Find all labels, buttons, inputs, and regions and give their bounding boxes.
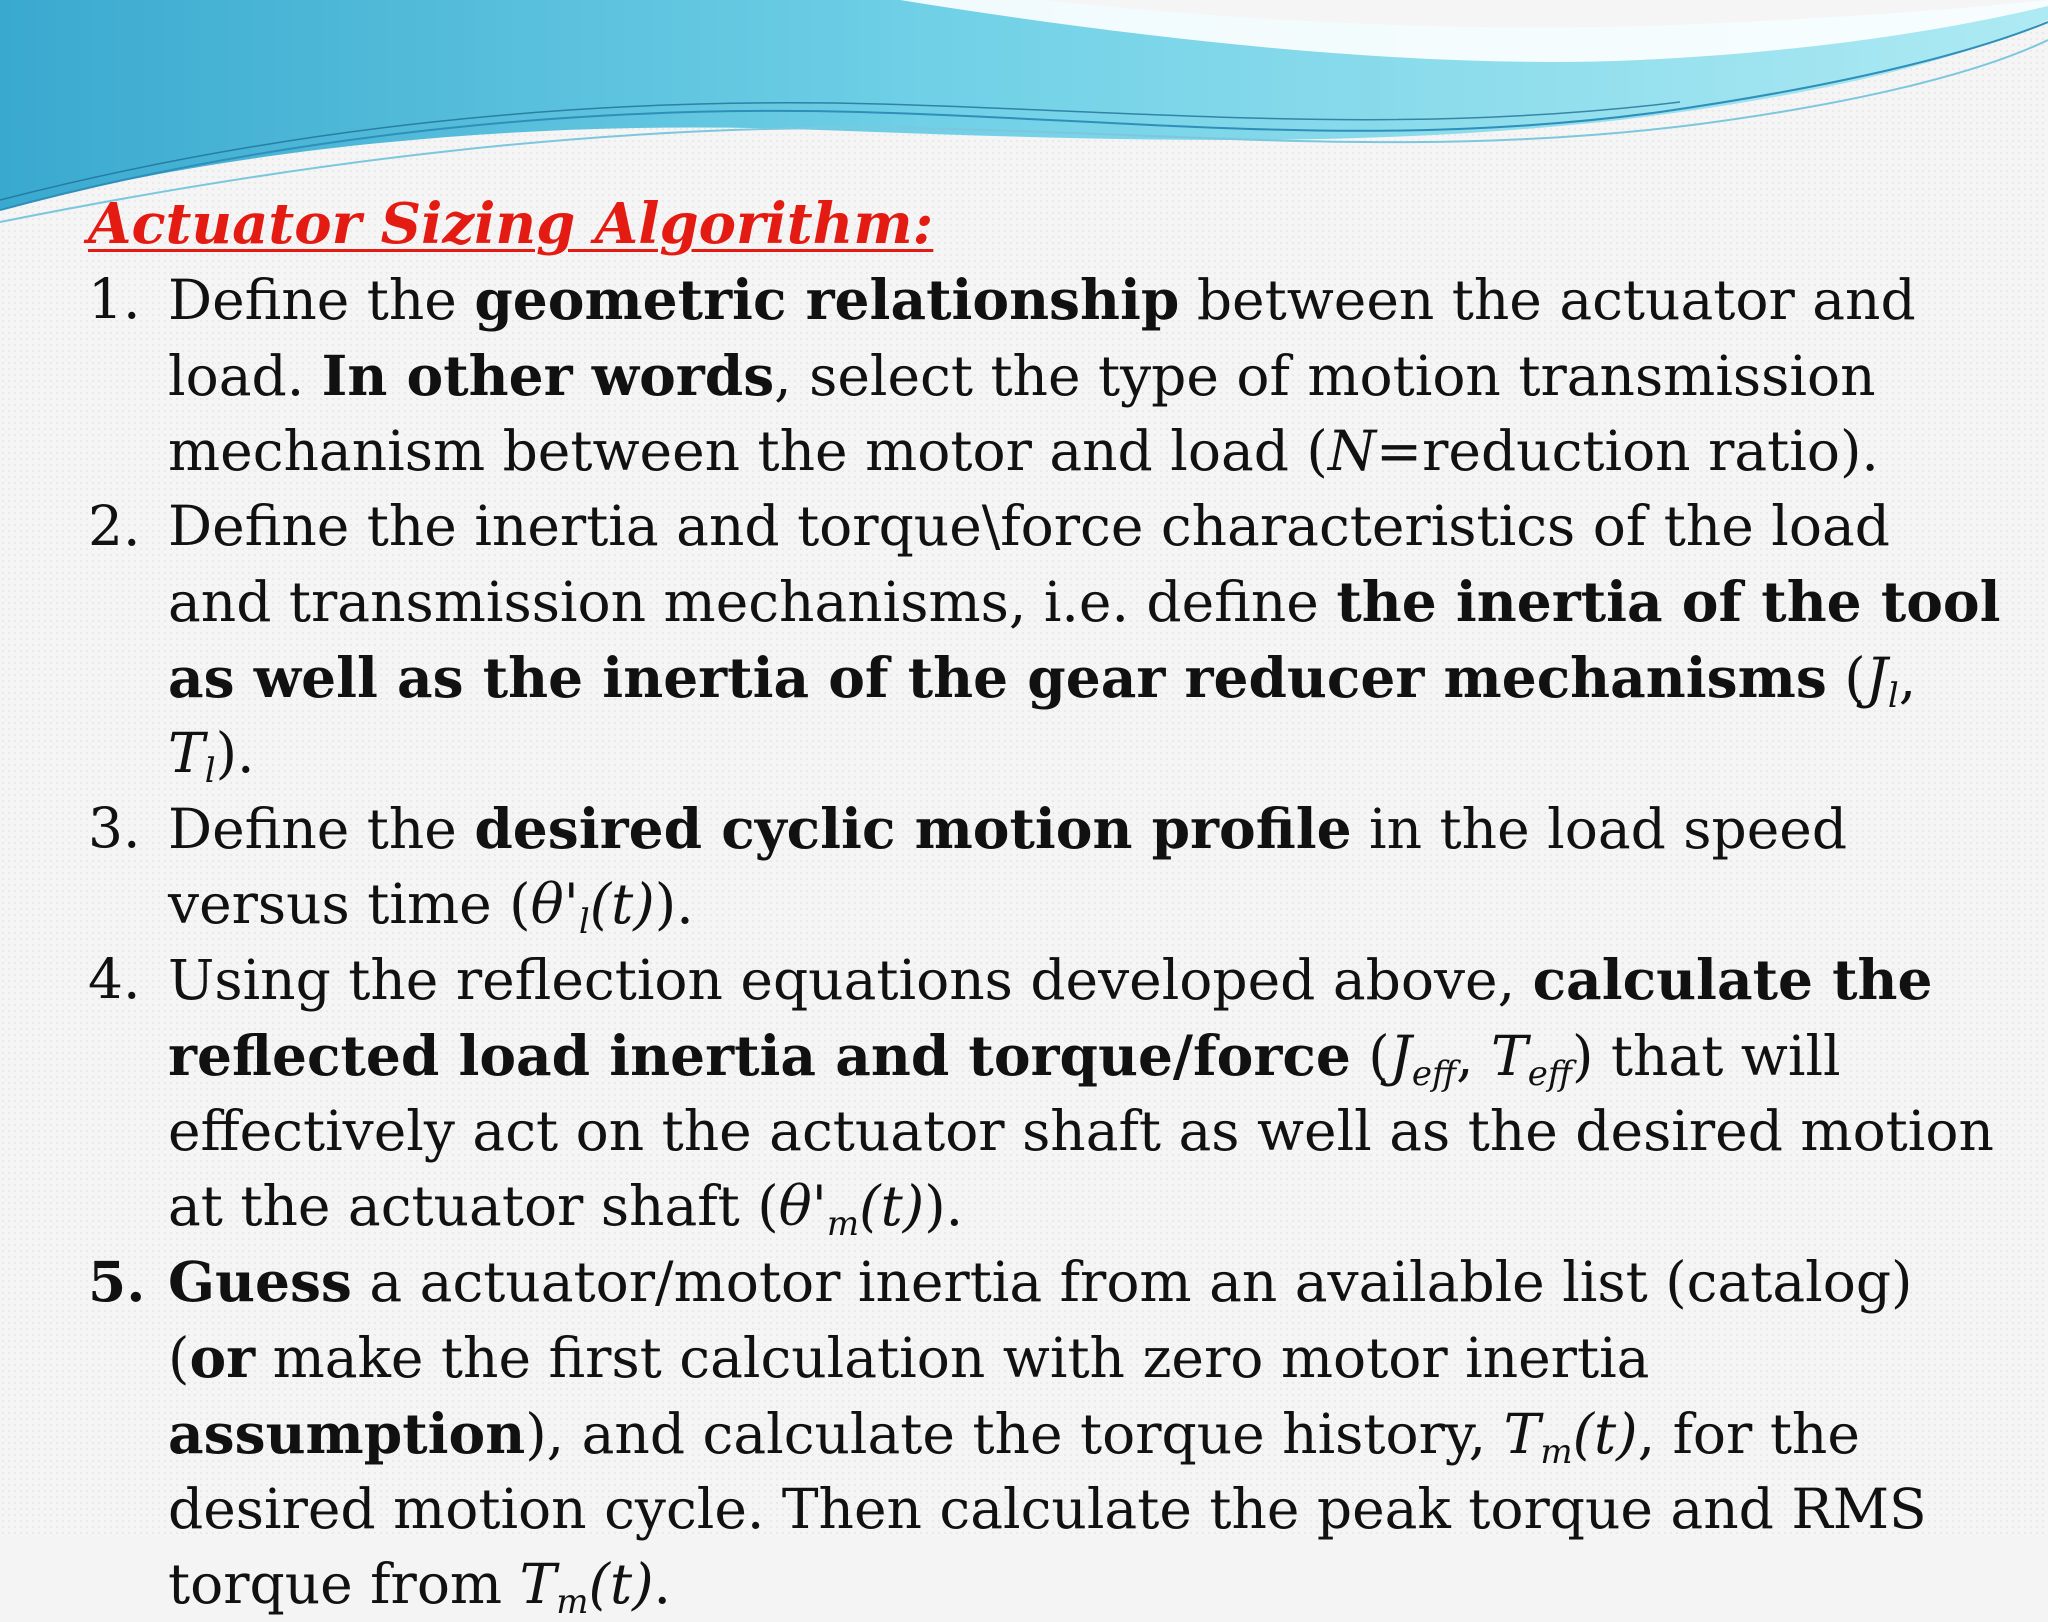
step-text: Using the reflection equations developed above, <box>168 948 1533 1012</box>
step-italic-symbol: T <box>1491 1024 1528 1088</box>
step-bold-text: calculate the reflected load inertia and torque/force <box>168 947 1933 1088</box>
step-text: Define the inertia and torque\force characteristics of the load and transmission mechanisms, i.e. define <box>168 494 1890 634</box>
step-text: make the first calculation with zero motor inertia <box>255 1326 1650 1390</box>
step-text: , for the desired motion cycle. Then calculate the peak torque and RMS torque from <box>168 1402 1927 1616</box>
step-number: 3. <box>88 796 141 860</box>
step-italic-symbol: (t) <box>588 1552 654 1616</box>
step-text: ( <box>1826 646 1866 710</box>
step-subscript: m <box>826 1204 860 1244</box>
step-text: , select the type of motion transmission mechanism between the motor and load ( <box>168 344 1876 483</box>
step-text: between the actuator and load. <box>168 268 1916 408</box>
step-number: 4. <box>88 947 141 1011</box>
step-subscript: l <box>1887 676 1899 716</box>
step-subscript: eff <box>1411 1054 1457 1094</box>
step-italic-symbol: N <box>1327 419 1377 483</box>
step-text: , <box>1456 1024 1492 1088</box>
step-italic-symbol: T <box>168 721 205 785</box>
step-2 <box>88 489 2008 791</box>
step-italic-symbol: T <box>1503 1402 1541 1466</box>
step-subscript: l <box>204 751 216 791</box>
step-bold-text: the inertia of the tool as well as the inertia of the gear reducer mechanisms <box>168 569 2001 710</box>
step-text: ). <box>924 1174 964 1238</box>
step-number: 5. <box>88 1249 146 1314</box>
step-italic-symbol: θ' <box>778 1174 827 1238</box>
step-italic-symbol: (t) <box>589 872 655 936</box>
step-italic-symbol: θ' <box>530 872 579 936</box>
step-number: 2. <box>88 494 141 558</box>
step-italic-symbol: J <box>1865 646 1888 710</box>
step-text: , <box>1898 646 1917 710</box>
step-bold-text: assumption <box>168 1401 526 1466</box>
step-bold-text: or <box>189 1325 256 1390</box>
step-4 <box>88 942 2008 1244</box>
steps-list <box>88 262 2008 1622</box>
step-bold-text: Guess <box>168 1249 352 1314</box>
step-number: 1. <box>88 267 141 331</box>
step-subscript: m <box>1540 1432 1573 1472</box>
step-text: ) that will effectively act on the actuator shaft as well as the desired motion at the actuator shaft ( <box>168 1024 1994 1238</box>
step-italic-symbol: (t) <box>859 1174 925 1238</box>
step-text: =reduction ratio). <box>1376 419 1879 483</box>
step-italic-symbol: T <box>519 1552 557 1616</box>
step-text: ). <box>215 721 255 785</box>
step-italic-symbol: J <box>1389 1024 1412 1088</box>
step-subscript: l <box>578 902 590 942</box>
step-text: ). <box>654 872 694 936</box>
step-text: in the load speed versus time ( <box>168 797 1848 936</box>
step-italic-symbol: (t) <box>1572 1402 1638 1466</box>
step-subscript: m <box>556 1582 589 1622</box>
step-text: Define the <box>168 797 475 861</box>
step-text: Define the <box>168 268 475 332</box>
step-text: . <box>653 1552 672 1616</box>
step-bold-text: In other words <box>321 343 775 408</box>
step-1 <box>88 262 2008 489</box>
step-bold-text: desired cyclic motion profile <box>474 796 1352 861</box>
step-5 <box>88 1244 2008 1622</box>
step-subscript: eff <box>1527 1054 1572 1094</box>
step-text: a actuator/motor inertia from an available list (catalog) ( <box>168 1250 1913 1390</box>
step-3 <box>88 791 2008 942</box>
step-text: ), and calculate the torque history, <box>525 1402 1504 1466</box>
step-text: ( <box>1350 1024 1390 1088</box>
step-bold-text: geometric relationship <box>474 267 1180 332</box>
slide-content <box>88 188 2008 1622</box>
slide-title: Actuator Sizing Algorithm: <box>88 191 934 257</box>
